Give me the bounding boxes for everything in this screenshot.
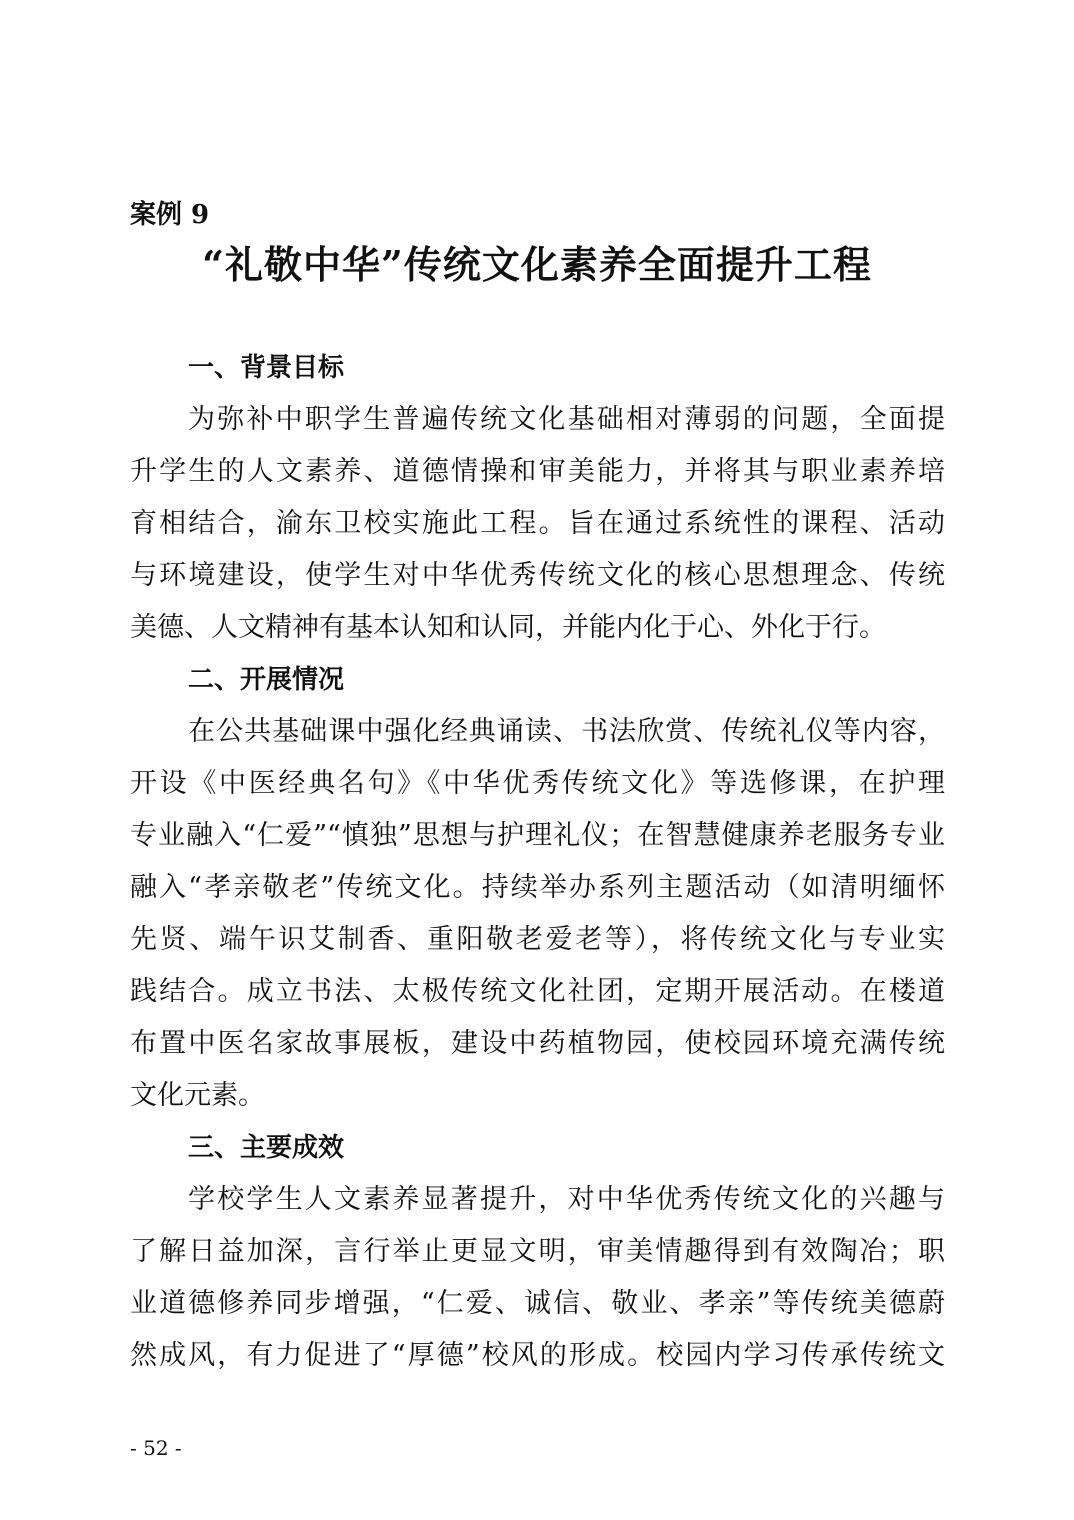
paragraph-line: 践结合。成立书法、太极传统文化社团，定期开展活动。在楼道: [130, 976, 945, 1007]
paragraph-line: 专业融入“仁爱”“慎独”思想与护理礼仪；在智慧健康养老服务专业: [130, 820, 945, 851]
page-number: - 52 -: [130, 1436, 182, 1460]
paragraph-line: 与环境建设，使学生对中华优秀传统文化的核心思想理念、传统: [130, 560, 945, 591]
paragraph-line: 先贤、端午识艾制香、重阳敬老爱老等），将传统文化与专业实: [130, 924, 945, 955]
paragraph-line: 然成风，有力促进了“厚德”校风的形成。校园内学习传承传统文: [130, 1340, 945, 1371]
paragraph-line: 开设《中医经典名句》《中华优秀传统文化》等选修课，在护理: [130, 768, 945, 799]
section-heading: 三、主要成效: [188, 1133, 345, 1163]
paragraph-line: 美德、人文精神有基本认知和认同，并能内化于心、外化于行。: [130, 612, 886, 643]
section-heading: 二、开展情况: [188, 665, 345, 695]
case-label: 案例 9: [130, 200, 210, 230]
paragraph-line: 布置中医名家故事展板，建设中药植物园，使校园环境充满传统: [130, 1028, 945, 1059]
paragraph-line: 学校学生人文素养显著提升，对中华优秀传统文化的兴趣与: [188, 1184, 945, 1215]
paragraph-line: 在公共基础课中强化经典诵读、书法欣赏、传统礼仪等内容，: [188, 716, 945, 747]
paragraph-line: 业道德修养同步增强，“仁爱、诚信、敬业、孝亲”等传统美德蔚: [130, 1288, 945, 1319]
page-title: “礼敬中华”传统文化素养全面提升工程: [202, 242, 872, 287]
paragraph-line: 了解日益加深，言行举止更显文明，审美情趣得到有效陶冶；职: [130, 1236, 945, 1267]
paragraph-line: 育相结合，渝东卫校实施此工程。旨在通过系统性的课程、活动: [130, 508, 945, 539]
paragraph-line: 文化元素。: [130, 1080, 265, 1111]
paragraph-line: 融入“孝亲敬老”传统文化。持续举办系列主题活动（如清明缅怀: [130, 872, 945, 903]
document-body: [130, 342, 945, 1382]
paragraph-line: 升学生的人文素养、道德情操和审美能力，并将其与职业素养培: [130, 456, 945, 487]
paragraph-line: 为弥补中职学生普遍传统文化基础相对薄弱的问题，全面提: [188, 404, 945, 435]
section-heading: 一、背景目标: [188, 353, 345, 383]
